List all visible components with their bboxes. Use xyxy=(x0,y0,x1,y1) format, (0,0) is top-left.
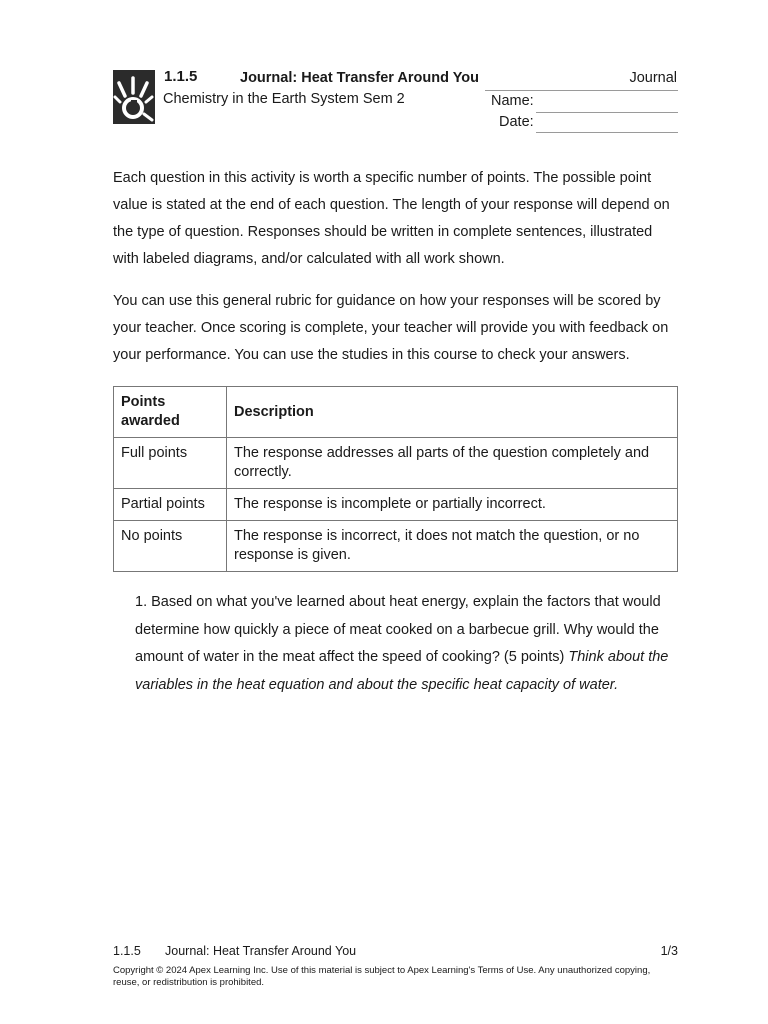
course-name: Chemistry in the Earth System Sem 2 xyxy=(163,91,405,107)
activity-code: 1.1.5 xyxy=(164,68,198,85)
apex-learning-logo-icon xyxy=(113,70,155,124)
footer-code: 1.1.5 xyxy=(113,944,141,958)
description-cell: The response is incorrect, it does not match the question, or no response is given. xyxy=(227,521,678,572)
table-row xyxy=(114,521,678,572)
table-row xyxy=(114,438,678,489)
table-header-row xyxy=(114,387,678,438)
points-cell: Full points xyxy=(114,438,227,489)
page-number: 1/3 xyxy=(660,944,678,958)
column-header: Points awarded xyxy=(114,387,227,438)
column-header: Description xyxy=(227,387,678,438)
copyright-notice: Copyright © 2024 Apex Learning Inc. Use of this material is subject to Apex Learning's Terms of Use. Any unauthorized copying, reuse, or redistribution is prohibited. xyxy=(113,965,651,988)
points-cell: Partial points xyxy=(114,489,227,521)
date-label: Date: xyxy=(499,114,534,130)
activity-title: Journal: Heat Transfer Around You xyxy=(240,70,480,86)
footer-title: Journal: Heat Transfer Around You xyxy=(165,944,357,958)
date-field[interactable] xyxy=(536,132,678,133)
intro-paragraph: Each question in this activity is worth a specific number of points. The possible point value is stated at the end of each question. The length of your response will depend on the type of question. Responses should be written in complete sentences, illustrated with labeled diagrams, and/or calculated with all work shown. xyxy=(113,170,670,267)
description-cell: The response addresses all parts of the question completely and correctly. xyxy=(227,438,678,489)
activity-type-label: Journal xyxy=(629,70,677,86)
name-label: Name: xyxy=(491,93,534,109)
rubric-table xyxy=(113,386,678,572)
points-cell: No points xyxy=(114,521,227,572)
question-text: 1. Based on what you've learned about heat energy, explain the factors that would determine how quickly a piece of meat cooked on a barbecue grill. Why would the amount of water in the meat affect the speed of cooking? (5 points) xyxy=(135,594,661,665)
name-field[interactable] xyxy=(536,112,678,113)
page-header xyxy=(113,68,678,134)
question-1 xyxy=(135,589,680,699)
table-row xyxy=(114,489,678,521)
header-divider xyxy=(485,90,678,91)
question-hint: Think about the variables in the heat equation and about the specific heat capacity of water. xyxy=(135,649,669,693)
rubric-paragraph: You can use this general rubric for guidance on how your responses will be scored by your teacher. Once scoring is complete, your teacher will provide you with feedback on your performance. You can use the studies in this course to check your answers. xyxy=(113,293,669,363)
description-cell: The response is incomplete or partially incorrect. xyxy=(227,489,678,521)
